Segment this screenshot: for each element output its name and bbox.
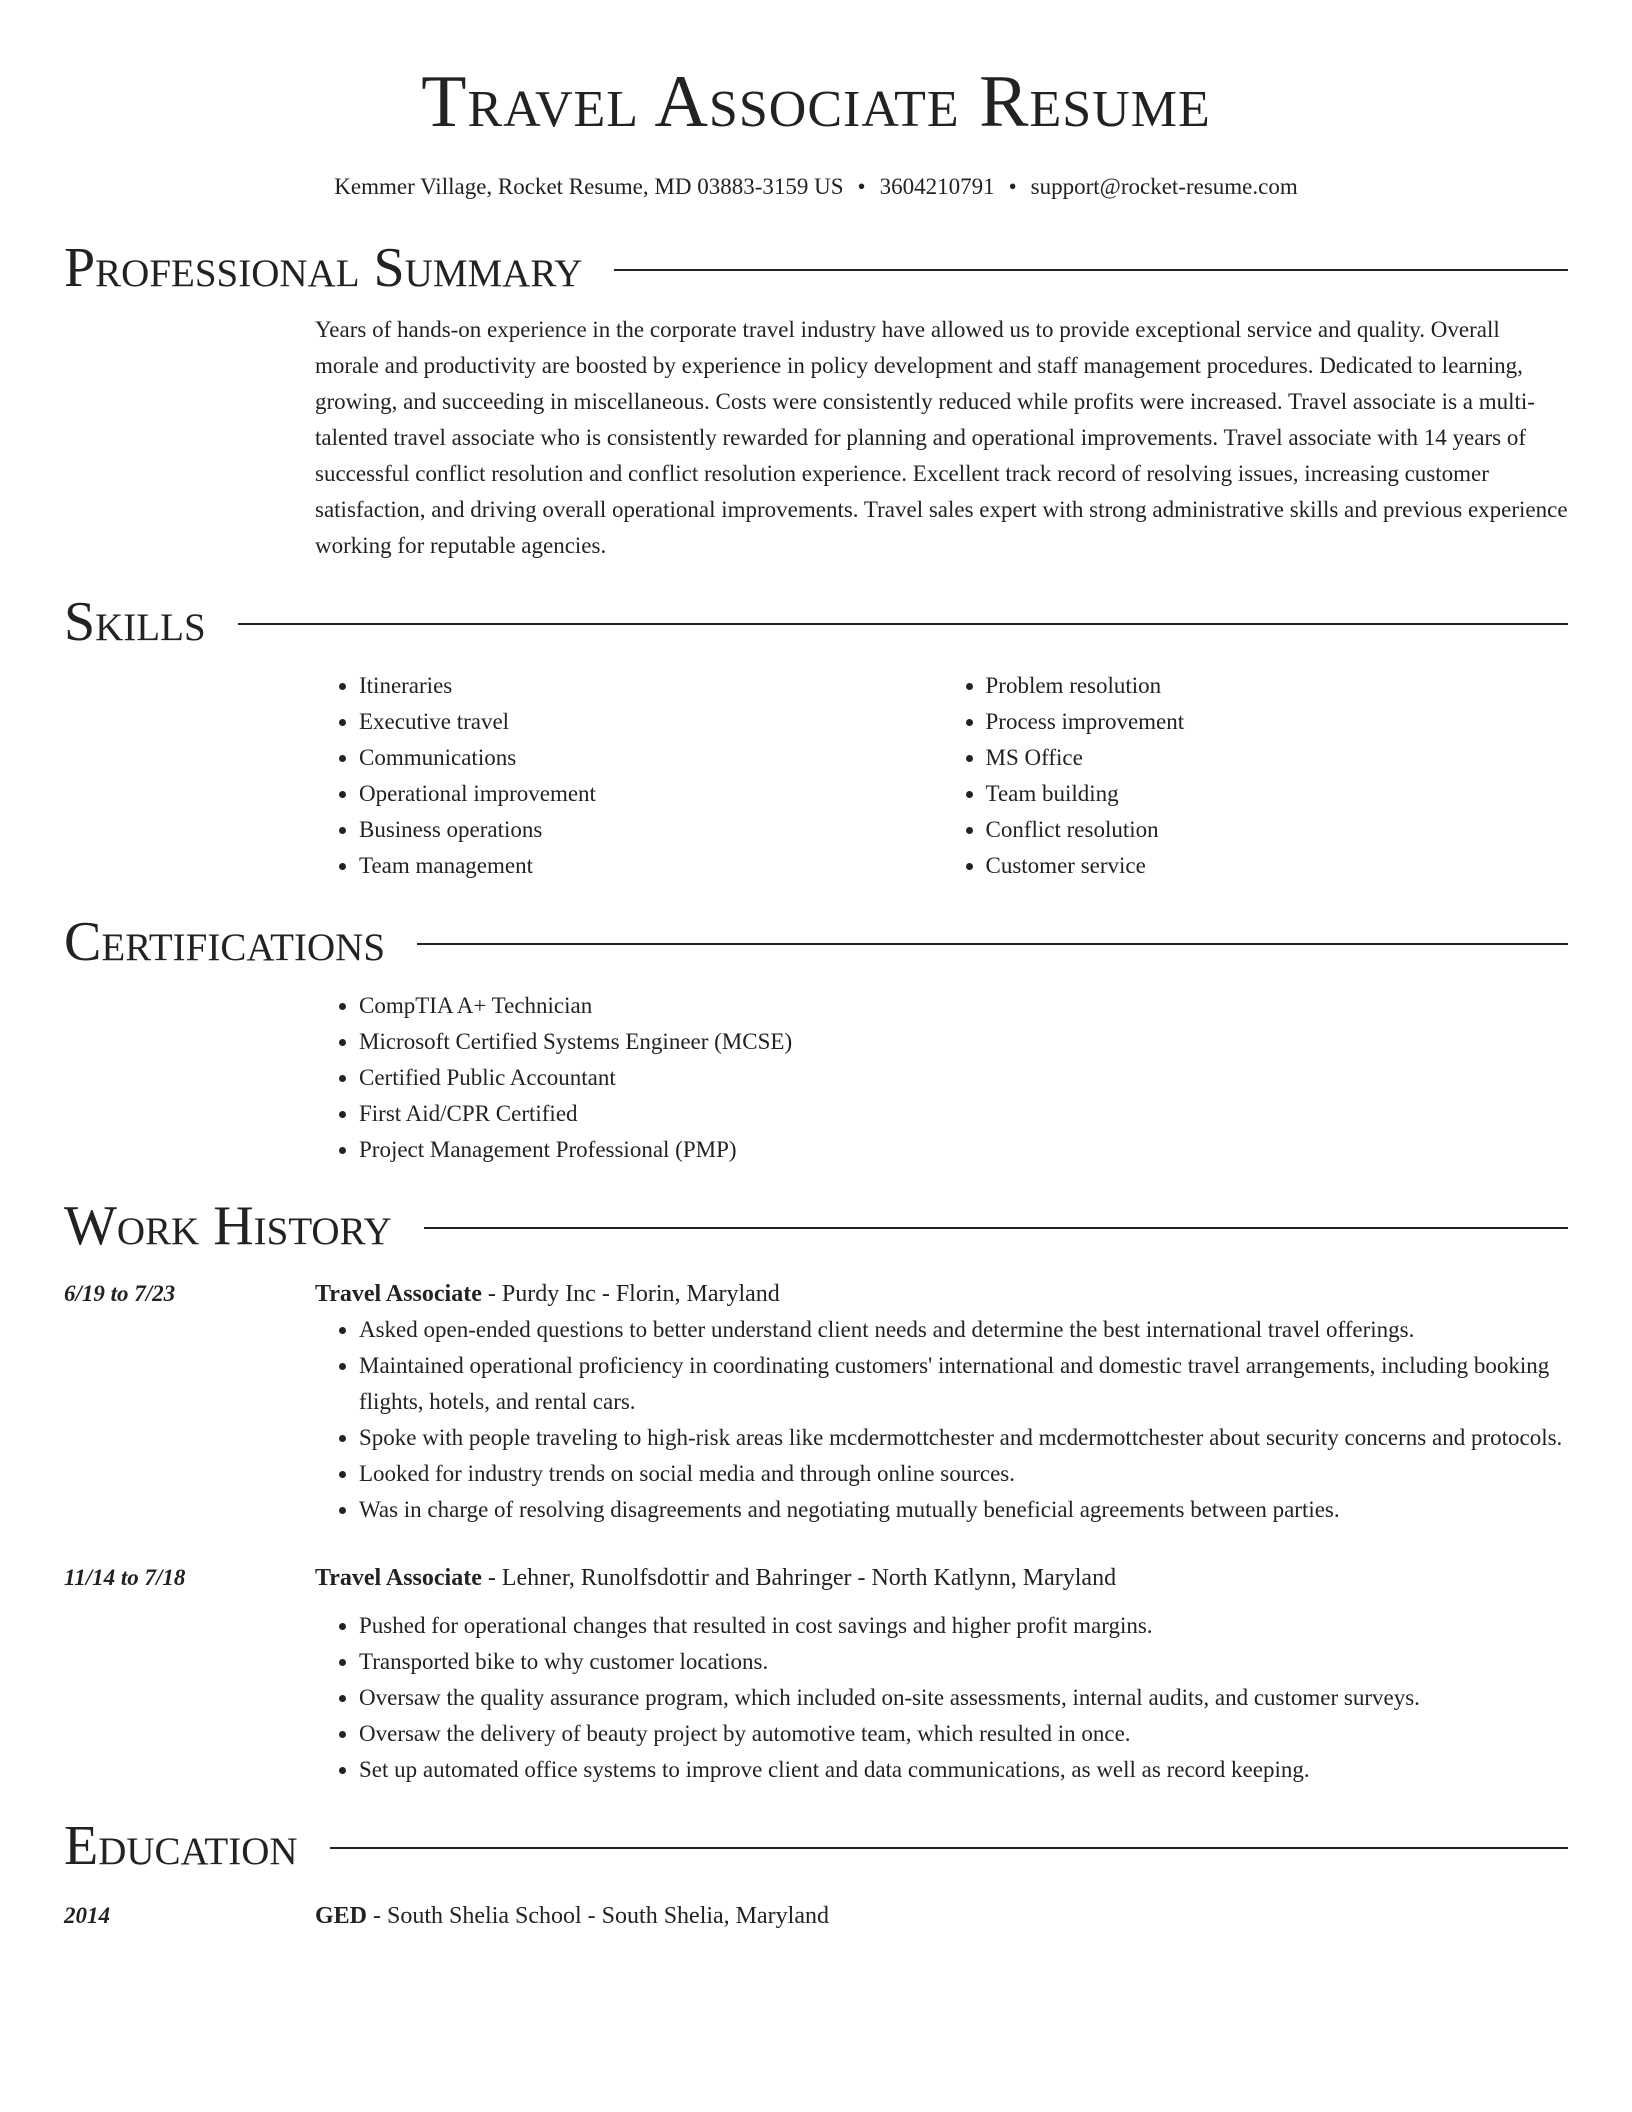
certifications-section-header xyxy=(64,912,1568,972)
skill-item: • Problem resolution xyxy=(986,668,1569,704)
skills-section-header xyxy=(64,592,1568,652)
skill-item: • Team management xyxy=(359,848,942,884)
skills-column-left xyxy=(315,668,942,884)
job-bullet: • Maintained operational proficiency in coordinating customers' international and domestic travel arrangements, including booking flights, hotels, and rental cars. xyxy=(359,1348,1568,1420)
certifications-body xyxy=(315,988,1568,1168)
job-bullet: • Asked open-ended questions to better understand client needs and determine the best international travel offerings. xyxy=(359,1312,1568,1348)
education-entry xyxy=(64,1898,1568,1934)
skill-item: • Customer service xyxy=(986,848,1569,884)
job-dates: 6/19 to 7/23 xyxy=(64,1281,176,1306)
job-content xyxy=(315,1276,1568,1528)
work-title: Work History xyxy=(64,1195,392,1257)
job-dates: 11/14 to 7/18 xyxy=(64,1565,186,1590)
job-content xyxy=(315,1560,1568,1788)
job-entry xyxy=(64,1560,1568,1788)
education-section-header xyxy=(64,1816,1568,1876)
contact-phone: 3604210791 xyxy=(879,174,995,199)
certifications-title: Certifications xyxy=(64,911,386,973)
job-heading xyxy=(315,1276,1568,1312)
job-bullet: • Oversaw the quality assurance program, which included on-site assessments, internal audits, and customer surveys. xyxy=(359,1680,1568,1716)
skill-item: • MS Office xyxy=(986,740,1569,776)
job-role: Travel Associate xyxy=(315,1565,482,1591)
job-bullet: • Looked for industry trends on social media and through online sources. xyxy=(359,1456,1568,1492)
summary-body xyxy=(315,312,1568,564)
job-company: - Purdy Inc - Florin, Maryland xyxy=(481,1281,780,1307)
job-bullet: • Set up automated office systems to improve client and data communications, as well as record keeping. xyxy=(359,1752,1568,1788)
summary-text: Years of hands-on experience in the corporate travel industry have allowed us to provide exceptional service and quality. Overall morale and productivity are boosted by experience in policy development and staff management procedures. Dedicated to learning, growing, and succeeding in miscellaneous. Costs were consistently reduced while profits were increased. Travel associate is a multi-talented travel associate who is consistently rewarded for planning and operational improvements. Travel associate with 14 years of successful conflict resolution and conflict resolution experience. Excellent track record of resolving issues, increasing customer satisfaction, and driving overall operational improvements. Travel sales expert with strong administrative skills and previous experience working for reputable agencies. xyxy=(315,317,1568,558)
job-bullet: • Pushed for operational changes that resulted in cost savings and higher profit margins. xyxy=(359,1608,1568,1644)
job-bullets xyxy=(315,1608,1568,1788)
certification-item: • Certified Public Accountant xyxy=(359,1060,1568,1096)
certification-item: • Project Management Professional (PMP) xyxy=(359,1132,1568,1168)
skill-item: • Team building xyxy=(986,776,1569,812)
contact-line xyxy=(64,172,1568,202)
contact-email: support@rocket-resume.com xyxy=(1030,174,1298,199)
skills-column-right xyxy=(942,668,1569,884)
skill-item: • Executive travel xyxy=(359,704,942,740)
skill-item: • Itineraries xyxy=(359,668,942,704)
contact-separator: • xyxy=(1008,174,1017,199)
skill-item: • Process improvement xyxy=(986,704,1569,740)
section-divider xyxy=(238,623,1568,625)
section-divider xyxy=(614,269,1568,271)
job-heading xyxy=(315,1560,1568,1596)
skills-list xyxy=(315,668,1568,884)
section-divider xyxy=(330,1847,1568,1849)
skill-item: • Conflict resolution xyxy=(986,812,1569,848)
education-school: - South Shelia School - South Shelia, Maryland xyxy=(367,1903,829,1929)
education-degree: GED xyxy=(315,1903,368,1929)
education-title: Education xyxy=(64,1815,298,1877)
education-year: 2014 xyxy=(64,1903,110,1928)
section-divider xyxy=(424,1227,1568,1229)
job-role: Travel Associate xyxy=(315,1281,482,1307)
skill-item: • Operational improvement xyxy=(359,776,942,812)
job-bullets xyxy=(315,1312,1568,1528)
certification-item: • First Aid/CPR Certified xyxy=(359,1096,1568,1132)
summary-title: Professional Summary xyxy=(64,237,583,299)
resume-page xyxy=(64,0,1568,1934)
certification-item: • Microsoft Certified Systems Engineer (MCSE) xyxy=(359,1024,1568,1060)
summary-section-header xyxy=(64,238,1568,298)
education-heading xyxy=(315,1898,1568,1934)
certifications-list xyxy=(315,988,1568,1168)
skills-title: Skills xyxy=(64,591,206,653)
section-divider xyxy=(417,943,1568,945)
resume-title: Travel Associate Resume xyxy=(421,61,1211,143)
contact-separator: • xyxy=(857,174,866,199)
job-bullet: • Was in charge of resolving disagreements and negotiating mutually beneficial agreements between parties. xyxy=(359,1492,1568,1528)
job-bullet: • Oversaw the delivery of beauty project by automotive team, which resulted in once. xyxy=(359,1716,1568,1752)
job-company: - Lehner, Runolfsdottir and Bahringer - North Katlynn, Maryland xyxy=(481,1565,1117,1591)
skill-item: • Business operations xyxy=(359,812,942,848)
contact-address: Kemmer Village, Rocket Resume, MD 03883-3159 US xyxy=(334,174,844,199)
education-content xyxy=(315,1898,1568,1934)
job-bullet: • Spoke with people traveling to high-risk areas like mcdermottchester and mcdermottchester about security concerns and protocols. xyxy=(359,1420,1568,1456)
skill-item: • Communications xyxy=(359,740,942,776)
job-entry xyxy=(64,1276,1568,1528)
job-bullet: • Transported bike to why customer locations. xyxy=(359,1644,1568,1680)
work-section-header xyxy=(64,1196,1568,1256)
certification-item: • CompTIA A+ Technician xyxy=(359,988,1568,1024)
